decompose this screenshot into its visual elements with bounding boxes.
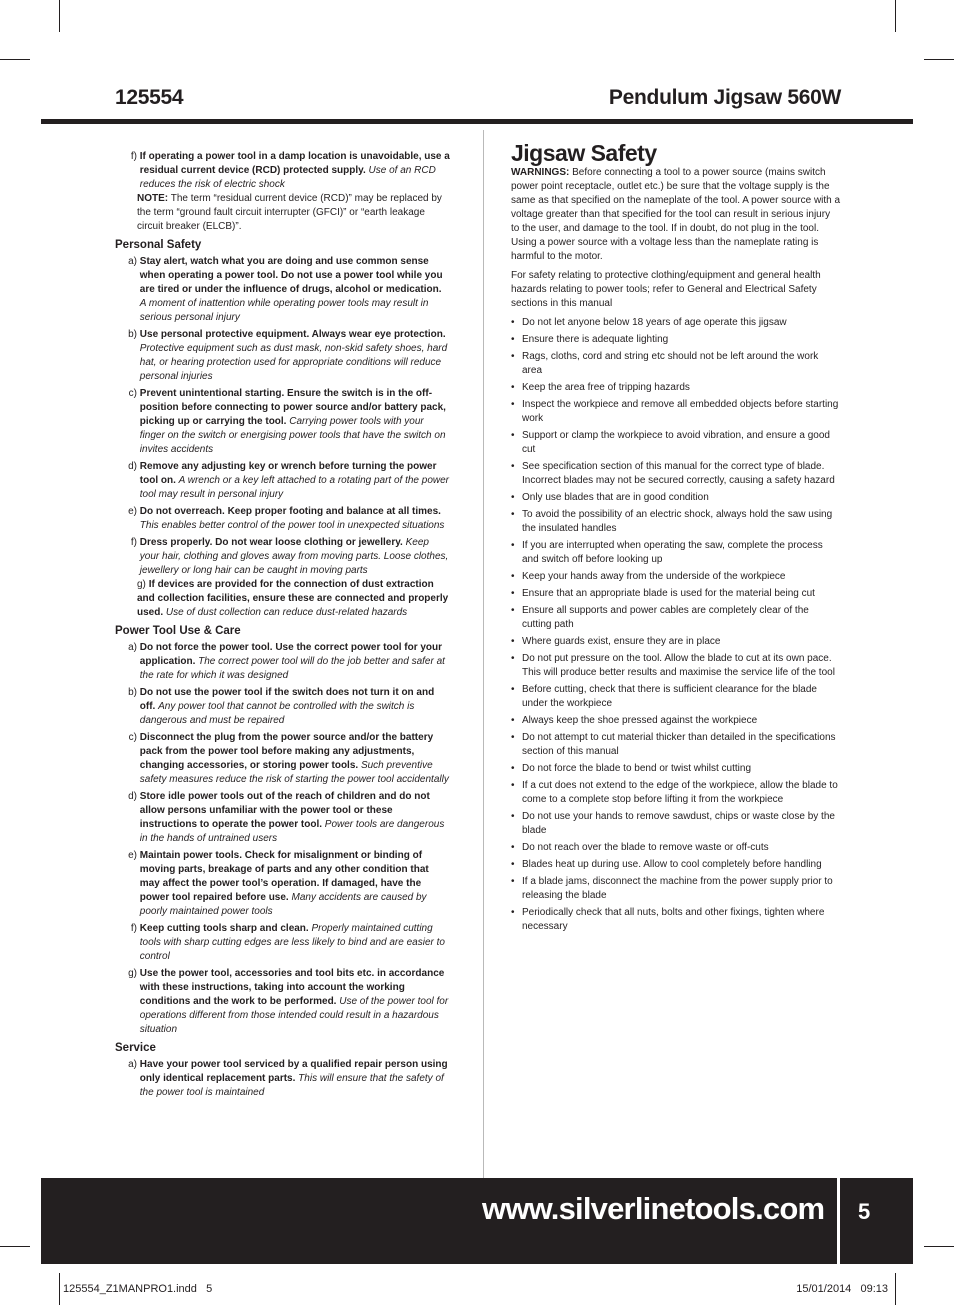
- bullet-item: • Ensure all supports and power cables are completely clear of the cutting path: [511, 604, 841, 632]
- safety-bullet-list: [511, 316, 841, 934]
- bullet-item: • If a blade jams, disconnect the machine from the power supply prior to releasing the blade: [511, 875, 841, 903]
- bullet-item: • Periodically check that all nuts, bolts and other fixings, tighten where necessary: [511, 906, 841, 934]
- bullet-item: • Do not use your hands to remove sawdust, chips or waste close by the blade: [511, 810, 841, 838]
- crop-mark: [924, 1246, 954, 1247]
- section-title: Jigsaw Safety: [511, 140, 657, 166]
- bullet-item: • Inspect the workpiece and remove all embedded objects before starting work: [511, 398, 841, 426]
- page-title: Pendulum Jigsaw 560W: [608, 86, 841, 109]
- warning-paragraph: WARNINGS: Before connecting a tool to a power source (mains switch power point receptacle, outlet etc.) be sure that the voltage supply is the same as that specified on the nameplate of the tool. A power source with a voltage greater than that specified for the tool can result in serious injury to the user, and damage to the tool. If in doubt, do not plug in the tool. Using a power source with a voltage less than the nameplate rating is harmful to the motor.: [511, 167, 841, 262]
- bullet-item: • To avoid the possibility of an electric shock, always hold the saw using the insulated handles: [511, 508, 841, 536]
- page-number: 5: [858, 1199, 871, 1224]
- bullet-item: • Support or clamp the workpiece to avoid vibration, and ensure a good cut: [511, 429, 841, 457]
- bullet-item: • If you are interrupted when operating the saw, complete the process and switch off before looking up: [511, 539, 841, 567]
- bullet-item: • Keep your hands away from the underside of the workpiece: [511, 570, 841, 584]
- crop-mark: [59, 1273, 60, 1305]
- section-heading: Power Tool Use & Care: [115, 625, 241, 637]
- website-link[interactable]: www.silverlinetools.com: [482, 1191, 825, 1226]
- bullet-item: • Do not reach over the blade to remove waste or off-cuts: [511, 841, 841, 855]
- date-slug: 15/01/2014 09:13: [796, 1283, 888, 1295]
- item-label: f): [130, 151, 137, 162]
- footer-divider: [837, 1178, 840, 1264]
- crop-mark: [895, 1273, 896, 1305]
- product-code: 125554: [115, 86, 184, 109]
- crop-mark: [0, 1246, 30, 1247]
- list-item: a) Do not force the power tool. Use the correct power tool for your application. The correct power tool will do the job better and safer at the rate for which it was designed: [128, 642, 445, 681]
- bullet-item: • Always keep the shoe pressed against the workpiece: [511, 714, 841, 728]
- list-item: b) Use personal protective equipment. Always wear eye protection. Protective equipment such as dust mask, non-skid safety shoes, hard hat, or hearing protection used for appropriate conditions will reduce personal injuries: [128, 329, 448, 382]
- bullet-item: • Do not put pressure on the tool. Allow the blade to cut at its own pace. This will produce better results and maximise the service life of the tool: [511, 652, 841, 680]
- bullet-item: • Do not let anyone below 18 years of age operate this jigsaw: [511, 316, 841, 330]
- bullet-item: • Keep the area free of tripping hazards: [511, 381, 841, 395]
- note: NOTE: The term “residual current device (RCD)” may be replaced by the term “ground fault circuit interrupter (GFCI)” or “earth leakage circuit breaker (ELCB)”.: [137, 193, 442, 232]
- list-item: [115, 150, 450, 192]
- list-item: g) If devices are provided for the connection of dust extraction and collection facilities, ensure these are connected and properly used. Use of dust collection can reduce dust-related hazards: [137, 579, 449, 618]
- reference-paragraph: For safety relating to protective clothing/equipment and general health hazards relating to power tools; refer to General and Electrical Safety sections in this manual: [511, 270, 821, 309]
- list-item: f) Keep cutting tools sharp and clean. Properly maintained cutting tools with sharp cutting edges are less likely to bind and are easier to control: [130, 923, 445, 962]
- right-column: [511, 140, 841, 937]
- list-item: b) Do not use the power tool if the switch does not turn it on and off. Any power tool that cannot be controlled with the switch is dangerous and must be repaired: [128, 687, 435, 726]
- list-item: c) Disconnect the plug from the power source and/or the battery pack from the power tool before making any adjustments, changing accessories, or storing power tools. Such preventive safety measures reduce the risk of starting the power tool accidentally: [128, 732, 449, 785]
- left-column: [115, 150, 450, 1103]
- crop-mark: [59, 0, 60, 32]
- crop-mark: [924, 59, 954, 60]
- bullet-item: • Where guards exist, ensure they are in place: [511, 635, 841, 649]
- crop-mark: [895, 0, 896, 32]
- list-item: a) Have your power tool serviced by a qualified repair person using only identical replacement parts. This will ensure that the safety of the power tool is maintained: [128, 1059, 448, 1098]
- list-item: d) Remove any adjusting key or wrench before turning the power tool on. A wrench or a key left attached to a rotating part of the power tool may result in personal injury: [128, 461, 450, 500]
- bullet-item: • Ensure there is adequate lighting: [511, 333, 841, 347]
- bullet-item: • Before cutting, check that there is sufficient clearance for the blade under the workpiece: [511, 683, 841, 711]
- section-heading: Personal Safety: [115, 239, 202, 251]
- bullet-item: • Do not force the blade to bend or twist whilst cutting: [511, 762, 841, 776]
- bullet-item: • Only use blades that are in good condition: [511, 491, 841, 505]
- item-text: If operating a power tool in a damp location is unavoidable, use a residual current device (RCD) protected supply. Use of an RCD reduces the risk of electric shock: [139, 151, 450, 190]
- bullet-item: • Rags, cloths, cord and string etc should not be left around the work area: [511, 350, 841, 378]
- bullet-item: • Do not attempt to cut material thicker than detailed in the specifications section of this manual: [511, 731, 841, 759]
- bullet-item: • If a cut does not extend to the edge of the workpiece, allow the blade to come to a complete stop before lifting it from the workpiece: [511, 779, 841, 807]
- bullet-item: • See specification section of this manual for the correct type of blade. Incorrect blades may not be secured correctly, causing a safety hazard: [511, 460, 841, 488]
- list-item: f) Dress properly. Do not wear loose clothing or jewellery. Keep your hair, clothing and gloves away from moving parts. Loose clothes, jewellery or long hair can be caught in moving parts: [130, 537, 449, 576]
- header-rule: [41, 119, 913, 124]
- section-heading: Service: [115, 1042, 156, 1054]
- bullet-item: • Blades heat up during use. Allow to cool completely before handling: [511, 858, 841, 872]
- column-divider: [483, 130, 484, 1200]
- list-item: e) Do not overreach. Keep proper footing and balance at all times. This enables better control of the power tool in unexpected situations: [128, 506, 445, 531]
- bullet-item: • Ensure that an appropriate blade is used for the material being cut: [511, 587, 841, 601]
- list-item: g) Use the power tool, accessories and tool bits etc. in accordance with these instructions, taking into account the working conditions and the work to be performed. Use of the power tool for operations different from those intended could result in a hazardous situation: [128, 968, 449, 1035]
- file-slug: 125554_Z1MANPRO1.indd 5: [63, 1283, 213, 1295]
- list-item: c) Prevent unintentional starting. Ensure the switch is in the off-position before connecting to power source and/or battery pack, picking up or carrying the tool. Carrying power tools with your finger on the switch or energising power tools that have the switch on invites accidents: [128, 388, 446, 455]
- crop-mark: [0, 59, 30, 60]
- list-item: e) Maintain power tools. Check for misalignment or binding of moving parts, breakage of parts and any other condition that may affect the power tool’s operation. If damaged, have the power tool repaired before use. Many accidents are caused by poorly maintained power tools: [128, 850, 429, 917]
- list-item: d) Store idle power tools out of the reach of children and do not allow persons unfamiliar with the power tool or these instructions to operate the power tool. Power tools are dangerous in the hands of untrained users: [128, 791, 445, 844]
- list-item: a) Stay alert, watch what you are doing and use common sense when operating a power tool. Do not use a power tool while you are tired or under the influence of drugs, alcohol or medication. A moment of inattention while operating power tools may result in serious personal injury: [128, 256, 443, 323]
